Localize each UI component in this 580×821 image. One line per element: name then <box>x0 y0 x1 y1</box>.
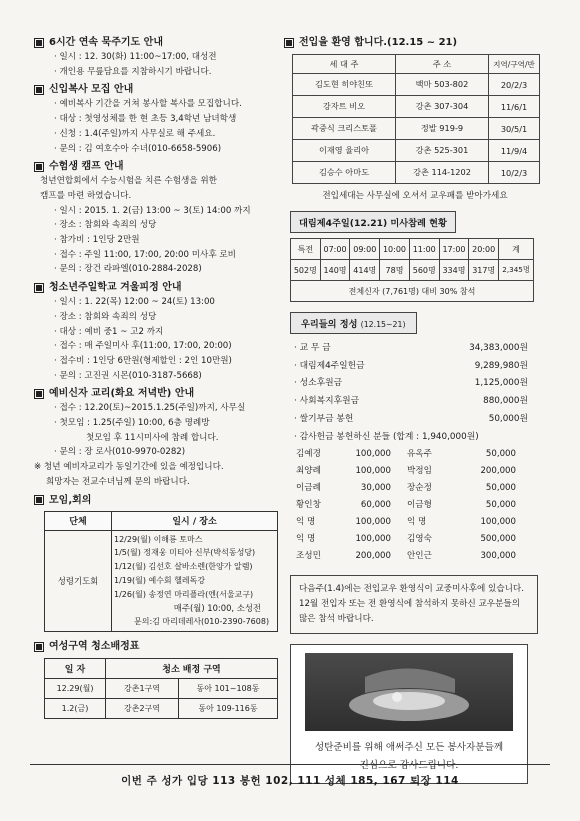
text-line: · 개인용 무릎담요를 지참하시기 바랍니다. <box>54 66 212 77</box>
thanks-heading: · 감사헌금 봉헌하신 분들 (합계 : 1,940,000원) <box>294 431 479 442</box>
schedule-item: 12/29(월) 이해룡 토마스 <box>114 534 203 544</box>
bullet-square-icon <box>34 162 44 172</box>
nativity-photo <box>305 653 513 731</box>
text-line: · 문의 : 김 여호수아 수녀(010-6658-5906) <box>54 143 222 154</box>
text-line: · 일시 : 12. 30(화) 11:00~17:00, 대성전 <box>54 52 217 62</box>
text-line: · 첫모임 : 1.25(주일) 10:00, 6층 명례방 <box>54 418 210 429</box>
section-title-youth-retreat: 청소년주일학교 겨울피정 안내 <box>34 280 282 295</box>
schedule-item: 1/26(월) 송정연 마리플라(엔(서울교구) <box>114 589 254 599</box>
text-line: 청년연합회에서 수능시험을 치른 수험생을 위한 <box>40 176 217 187</box>
right-column <box>284 32 546 784</box>
table-row: 1.2(금) 강촌2구역 동아 109-116동 <box>45 699 278 719</box>
bullet-square-icon <box>34 38 44 48</box>
welcome-table: 세 대 주 주 소 지역/구역/반 김도현 히야친또 백마 503-802 20/2/3 강자트 비오 강촌 307-304 11/6/1 곽중식 크리스토폴 정발 919-9 30/5/1 이재영 율리아 강촌 525-301 11/9/4 김승수 아마도 강촌 114-1202 10/2/3 <box>292 54 540 184</box>
table-header-group: 단체 <box>45 511 112 530</box>
attendance-title: 대림제4주일(12.21) 미사참례 현황 <box>290 211 456 233</box>
table-row: 502명 140명 414명 78명 560명 334명 317명 2,345명 <box>291 260 534 281</box>
bullet-square-icon <box>284 38 294 48</box>
table-header-date: 일 자 <box>45 659 106 679</box>
text-line: · 대상 : 첫영성체를 한 현 초등 3,4학년 남녀학생 <box>54 114 237 125</box>
bullet-square-icon <box>34 85 44 95</box>
welcome-note: 전입세대는 사무실에 오셔서 교우패를 받아가세요 <box>322 191 508 201</box>
list-item: · 사회복지후원금 880,000원 <box>294 396 528 407</box>
bullet-square-icon <box>34 283 44 293</box>
section-title-exam-camp: 수험생 캠프 안내 <box>34 159 282 174</box>
list-item: · 교 무 금 34,383,000원 <box>294 343 528 353</box>
text-line: · 일시 : 1. 22(목) 12:00 ~ 24(토) 13:00 <box>54 297 215 308</box>
bullet-square-icon <box>34 389 44 399</box>
table-row: 이재영 율리아 강촌 525-301 11/9/4 <box>293 140 540 162</box>
text-line: 첫모임 후 11시미사에 참례 합니다. <box>86 432 219 443</box>
left-column <box>34 32 282 719</box>
note-line: ※ 청년 예비자교리가 동일기간에 있을 예정입니다. <box>34 462 224 473</box>
table-header-schedule: 일시 / 장소 <box>112 511 278 530</box>
hymn-footer: 이번 주 성가 입당 113 봉헌 102, 111 성체 185, 167 퇴장 114 <box>30 764 550 788</box>
table-header-area: 청소 배정 구역 <box>106 659 278 679</box>
text-line: · 접수 : 12.20(토)~2015.1.25(주일)까지, 사무실 <box>54 403 246 414</box>
thanks-message-line: 성탄준비를 위해 애써주신 모든 봉사자분들께 <box>314 742 504 754</box>
list-item: · 쌀기부금 봉헌 50,000원 <box>294 413 528 424</box>
offering-title: 우리들의 정성 (12.15~21) <box>290 312 417 334</box>
donor-grid: 김예경 100,000 유옥주 50,000 최양례 100,000 박정임 200,000 이금례 30,000 장순정 50,000 황인창 60,000 이금형 50,000 익 명 100,000 익 명 100,000 익 명 100,000 김영숙 500,000 조성민 200,000 안인근 300,000 <box>296 449 516 562</box>
schedule-item: 1/19(월) 예수회 헬레독강 <box>114 575 206 585</box>
note-line: 희망자는 전교수녀님께 문의 바랍니다. <box>46 476 190 487</box>
attendance-table: 특전 07:00 09:00 10:00 11:00 17:00 20:00 계 502명 140명 414명 78명 560명 334명 317명 2,345명 전체신자 (7,761명) 대비 30% 참석 <box>290 238 534 302</box>
text-line: 캠프를 마련 하였습니다. <box>40 190 132 201</box>
schedule-item: 1/5(월) 정재웅 미티아 신부(박석동성당) <box>114 548 256 558</box>
table-row: 강자트 비오 강촌 307-304 11/6/1 <box>293 96 540 118</box>
text-line: · 참가비 : 1인당 2만원 <box>54 235 140 246</box>
bullet-square-icon <box>34 642 44 652</box>
table-row: 김승수 아마도 강촌 114-1202 10/2/3 <box>293 162 540 184</box>
text-line: · 일시 : 2015. 1. 2(금) 13:00 ~ 3(토) 14:00 까지 <box>54 205 251 216</box>
table-row: 12.29(월) 강촌1구역 동아 101~108동 <box>45 679 278 699</box>
attendance-total: 전체신자 (7,761명) 대비 30% 참석 <box>291 281 534 302</box>
text-line: · 장소 : 참회와 속죄의 성당 <box>54 311 157 322</box>
text-line: · 접수 : 매 주일미사 후(11:00, 17:00, 20:00) <box>54 341 232 352</box>
section-title-cleaning: 여성구역 청소배정표 <box>34 639 282 654</box>
nativity-scene-icon <box>305 653 513 731</box>
section-title-meetings: 모임,회의 <box>34 493 282 508</box>
bullet-square-icon <box>34 495 44 505</box>
table-row: 곽중식 크리스토폴 정발 919-9 30/5/1 <box>293 118 540 140</box>
text-line: · 신청 : 1.4(주일)까지 사무실로 해 주세요. <box>54 128 216 139</box>
list-item: · 성소후원금 1,125,000원 <box>294 378 528 389</box>
thanks-message-line: 진심으로 감사드립니다. <box>359 760 459 772</box>
schedule-item: 1/12(월) 김선호 살바소렌(한양가 알렘) <box>114 562 253 572</box>
text-line: · 예비복사 기간을 거쳐 봉사할 복사를 모집합니다. <box>54 99 242 110</box>
list-item: · 대림제4주일헌금 9,289,980원 <box>294 360 528 371</box>
text-line: · 문의 : 고진권 시몬(010-3187-5668) <box>54 370 202 381</box>
welcome-ceremony-notice: 다음주(1.4)에는 전입교우 환영식이 교중미사후에 있습니다. 12월 전입자 또는 전 환영식에 참석하지 못하신 교우분들의 많은 참석 바랍니다. <box>290 575 538 634</box>
section-title-altar-server: 신입복사 모집 안내 <box>34 82 282 97</box>
text-line: · 문의 : 장 로사(010-9970-0282) <box>54 447 186 458</box>
offering-list <box>294 340 528 446</box>
text-line: · 장소 : 참회와 속죄의 성당 <box>54 220 157 231</box>
cleaning-table <box>44 658 278 719</box>
schedule-contact: 문의:김 마리데레사(010-2390-7608) <box>134 617 270 627</box>
text-line: · 접수 : 주일 11:00, 17:00, 20:00 미사후 로비 <box>54 249 236 260</box>
section-title-welcome: 전입을 환영 합니다.(12.15 ~ 21) <box>284 35 546 50</box>
meeting-table <box>44 511 278 633</box>
text-line: · 문의 : 장건 라파엘(010-2884-2028) <box>54 264 202 275</box>
text-line: · 접수비 : 1인당 6만원(형제할인 : 2인 10만원) <box>54 355 232 366</box>
group-name: 성령기도회 <box>45 530 112 632</box>
table-row: 김도현 히야친또 백마 503-802 20/2/3 <box>293 74 540 96</box>
text-line: · 대상 : 예비 중1 ~ 고2 까지 <box>54 326 164 337</box>
section-title-rosary: 6시간 연속 묵주기도 안내 <box>34 35 282 50</box>
schedule-item: 매주(월) 10:00, 소성전 <box>173 602 261 613</box>
section-title-catechism: 예비신자 교리(화요 저녁반) 안내 <box>34 386 282 401</box>
